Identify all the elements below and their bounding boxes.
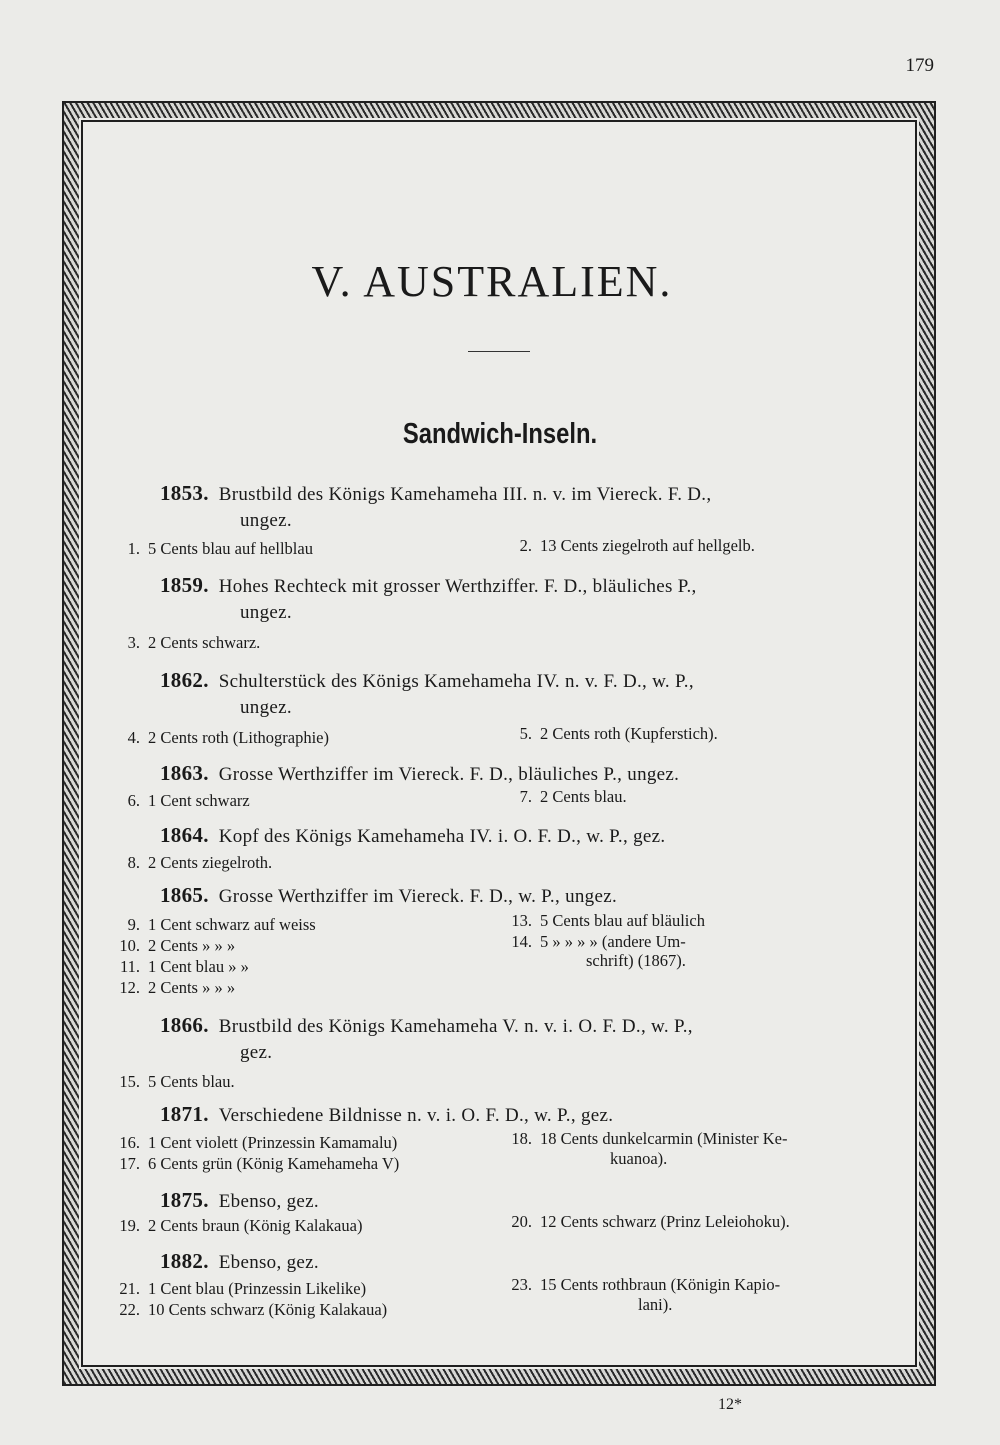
issue-description-cont: ungez. xyxy=(240,602,292,623)
stamp-text: 1 Cent schwarz auf weiss xyxy=(148,915,316,934)
stamp-text: 2 Cents blau. xyxy=(540,787,627,806)
stamp-entry xyxy=(110,1278,366,1299)
stamp-entry xyxy=(110,632,260,653)
issue-description: Brustbild des Königs Kamehameha V. n. v. i. O. F. D., w. P., xyxy=(218,1016,693,1037)
stamp-text: 2 Cents » » » xyxy=(148,936,236,955)
stamp-entry xyxy=(110,935,235,956)
stamp-number: 3. xyxy=(127,633,140,652)
stamp-number: 15. xyxy=(119,1072,140,1091)
stamp-entry xyxy=(110,956,249,977)
stamp-text: 1 Cent violett (Prinzessin Kamamalu) xyxy=(148,1133,398,1152)
issue-description-cont: gez. xyxy=(240,1042,273,1063)
stamp-text: 15 Cents rothbraun (Königin Kapio- xyxy=(540,1275,781,1294)
stamp-number: 11. xyxy=(119,957,140,976)
page-number: 179 xyxy=(905,55,934,76)
issue-description: Kopf des Königs Kamehameha IV. i. O. F. D., w. P., gez. xyxy=(218,826,666,847)
issue-description: Schulterstück des Königs Kamehameha IV. n. v. F. D., w. P., xyxy=(218,671,694,692)
stamp-number: 22. xyxy=(119,1300,140,1319)
stamp-entry xyxy=(110,1071,235,1092)
stamp-number: 7. xyxy=(519,787,532,806)
stamp-entry xyxy=(110,1299,387,1320)
issue-year: 1875. xyxy=(160,1188,209,1212)
issue-year: 1859. xyxy=(160,573,209,597)
stamp-text-cont: schrift) (1867). xyxy=(586,951,686,970)
stamp-text: 5 Cents blau auf bläulich xyxy=(540,911,705,930)
section-title: Sandwich-Inseln. xyxy=(402,418,598,450)
stamp-text: 13 Cents ziegelroth auf hellgelb. xyxy=(540,536,755,555)
stamp-number: 16. xyxy=(119,1133,140,1152)
stamp-number: 17. xyxy=(119,1154,140,1173)
chapter-title: V. AUSTRALIEN. xyxy=(311,257,673,306)
issue-heading xyxy=(160,667,895,721)
issue-year: 1864. xyxy=(160,823,209,847)
stamp-number: 18. xyxy=(511,1129,532,1148)
issue-description: Hohes Rechteck mit grosser Werthziffer. F. D., bläuliches P., xyxy=(218,576,697,597)
stamp-number: 13. xyxy=(511,911,532,930)
issue-year: 1863. xyxy=(160,761,209,785)
stamp-entry xyxy=(110,977,235,998)
issue-heading xyxy=(160,1101,895,1129)
issue-heading xyxy=(160,1012,895,1066)
stamp-text: 1 Cent blau (Prinzessin Likelike) xyxy=(148,1279,367,1298)
issue-description: Ebenso, gez. xyxy=(218,1252,319,1273)
stamp-text: 1 Cent schwarz xyxy=(148,791,250,810)
stamp-entry xyxy=(508,723,718,744)
stamp-entry xyxy=(110,852,272,873)
stamp-entry xyxy=(110,727,329,748)
stamp-entry xyxy=(110,1215,362,1236)
issue-heading xyxy=(160,822,895,850)
stamp-number: 8. xyxy=(127,853,140,872)
stamp-text: 12 Cents schwarz (Prinz Leleiohoku). xyxy=(540,1212,790,1231)
issue-heading xyxy=(160,480,895,534)
stamp-entry xyxy=(508,1128,787,1149)
issue-heading xyxy=(160,760,895,788)
stamp-text: 5 » » » » (andere Um- xyxy=(540,932,686,951)
issue-year: 1865. xyxy=(160,883,209,907)
stamp-number: 5. xyxy=(519,724,532,743)
issue-description: Ebenso, gez. xyxy=(218,1191,319,1212)
issue-year: 1871. xyxy=(160,1102,209,1126)
stamp-entry xyxy=(110,790,250,811)
issue-heading xyxy=(160,572,895,626)
issue-heading xyxy=(160,1248,895,1276)
issue-description-cont: ungez. xyxy=(240,697,292,718)
stamp-entry xyxy=(110,1132,397,1153)
stamp-entry xyxy=(508,931,686,952)
stamp-entry xyxy=(508,535,755,556)
issue-description: Grosse Werthziffer im Viereck. F. D., bläuliches P., ungez. xyxy=(218,764,680,785)
stamp-number: 1. xyxy=(127,539,140,558)
stamp-text-cont: kuanoa). xyxy=(610,1149,668,1168)
issue-year: 1853. xyxy=(160,481,209,505)
issue-description: Grosse Werthziffer im Viereck. F. D., w. P., ungez. xyxy=(218,886,617,907)
issue-year: 1862. xyxy=(160,668,209,692)
stamp-entry xyxy=(508,910,705,931)
issue-description: Verschiedene Bildnisse n. v. i. O. F. D., w. P., gez. xyxy=(218,1105,614,1126)
stamp-text: 1 Cent blau » » xyxy=(148,957,249,976)
stamp-number: 4. xyxy=(127,728,140,747)
stamp-text: 10 Cents schwarz (König Kalakaua) xyxy=(148,1300,388,1319)
stamp-text: 2 Cents roth (Lithographie) xyxy=(148,728,330,747)
issue-description-cont: ungez. xyxy=(240,510,292,531)
stamp-entry xyxy=(110,1153,399,1174)
stamp-entry xyxy=(508,1274,780,1295)
title-rule xyxy=(468,351,530,352)
stamp-text: 5 Cents blau auf hellblau xyxy=(148,539,313,558)
stamp-number: 14. xyxy=(511,932,532,951)
issue-description: Brustbild des Königs Kamehameha III. n. v. im Viereck. F. D., xyxy=(218,484,712,505)
stamp-number: 2. xyxy=(519,536,532,555)
stamp-number: 19. xyxy=(119,1216,140,1235)
stamp-number: 21. xyxy=(119,1279,140,1298)
stamp-number: 9. xyxy=(127,915,140,934)
stamp-text: 2 Cents roth (Kupferstich). xyxy=(540,724,718,743)
stamp-text: 2 Cents » » » xyxy=(148,978,236,997)
stamp-entry xyxy=(508,786,627,807)
stamp-text-cont: lani). xyxy=(638,1295,673,1314)
stamp-number: 20. xyxy=(511,1212,532,1231)
stamp-number: 23. xyxy=(511,1275,532,1294)
stamp-text: 6 Cents grün (König Kamehameha V) xyxy=(148,1154,400,1173)
issue-year: 1866. xyxy=(160,1013,209,1037)
stamp-text: 2 Cents schwarz. xyxy=(148,633,261,652)
stamp-text: 18 Cents dunkelcarmin (Minister Ke- xyxy=(540,1129,788,1148)
stamp-entry xyxy=(110,914,316,935)
stamp-text: 2 Cents ziegelroth. xyxy=(148,853,273,872)
stamp-text: 5 Cents blau. xyxy=(148,1072,235,1091)
stamp-number: 12. xyxy=(119,978,140,997)
signature-mark: 12* xyxy=(718,1396,742,1413)
issue-year: 1882. xyxy=(160,1249,209,1273)
stamp-number: 10. xyxy=(119,936,140,955)
stamp-entry xyxy=(508,1211,790,1232)
stamp-text: 2 Cents braun (König Kalakaua) xyxy=(148,1216,363,1235)
stamp-number: 6. xyxy=(127,791,140,810)
issue-heading xyxy=(160,882,895,910)
stamp-entry xyxy=(110,538,313,559)
